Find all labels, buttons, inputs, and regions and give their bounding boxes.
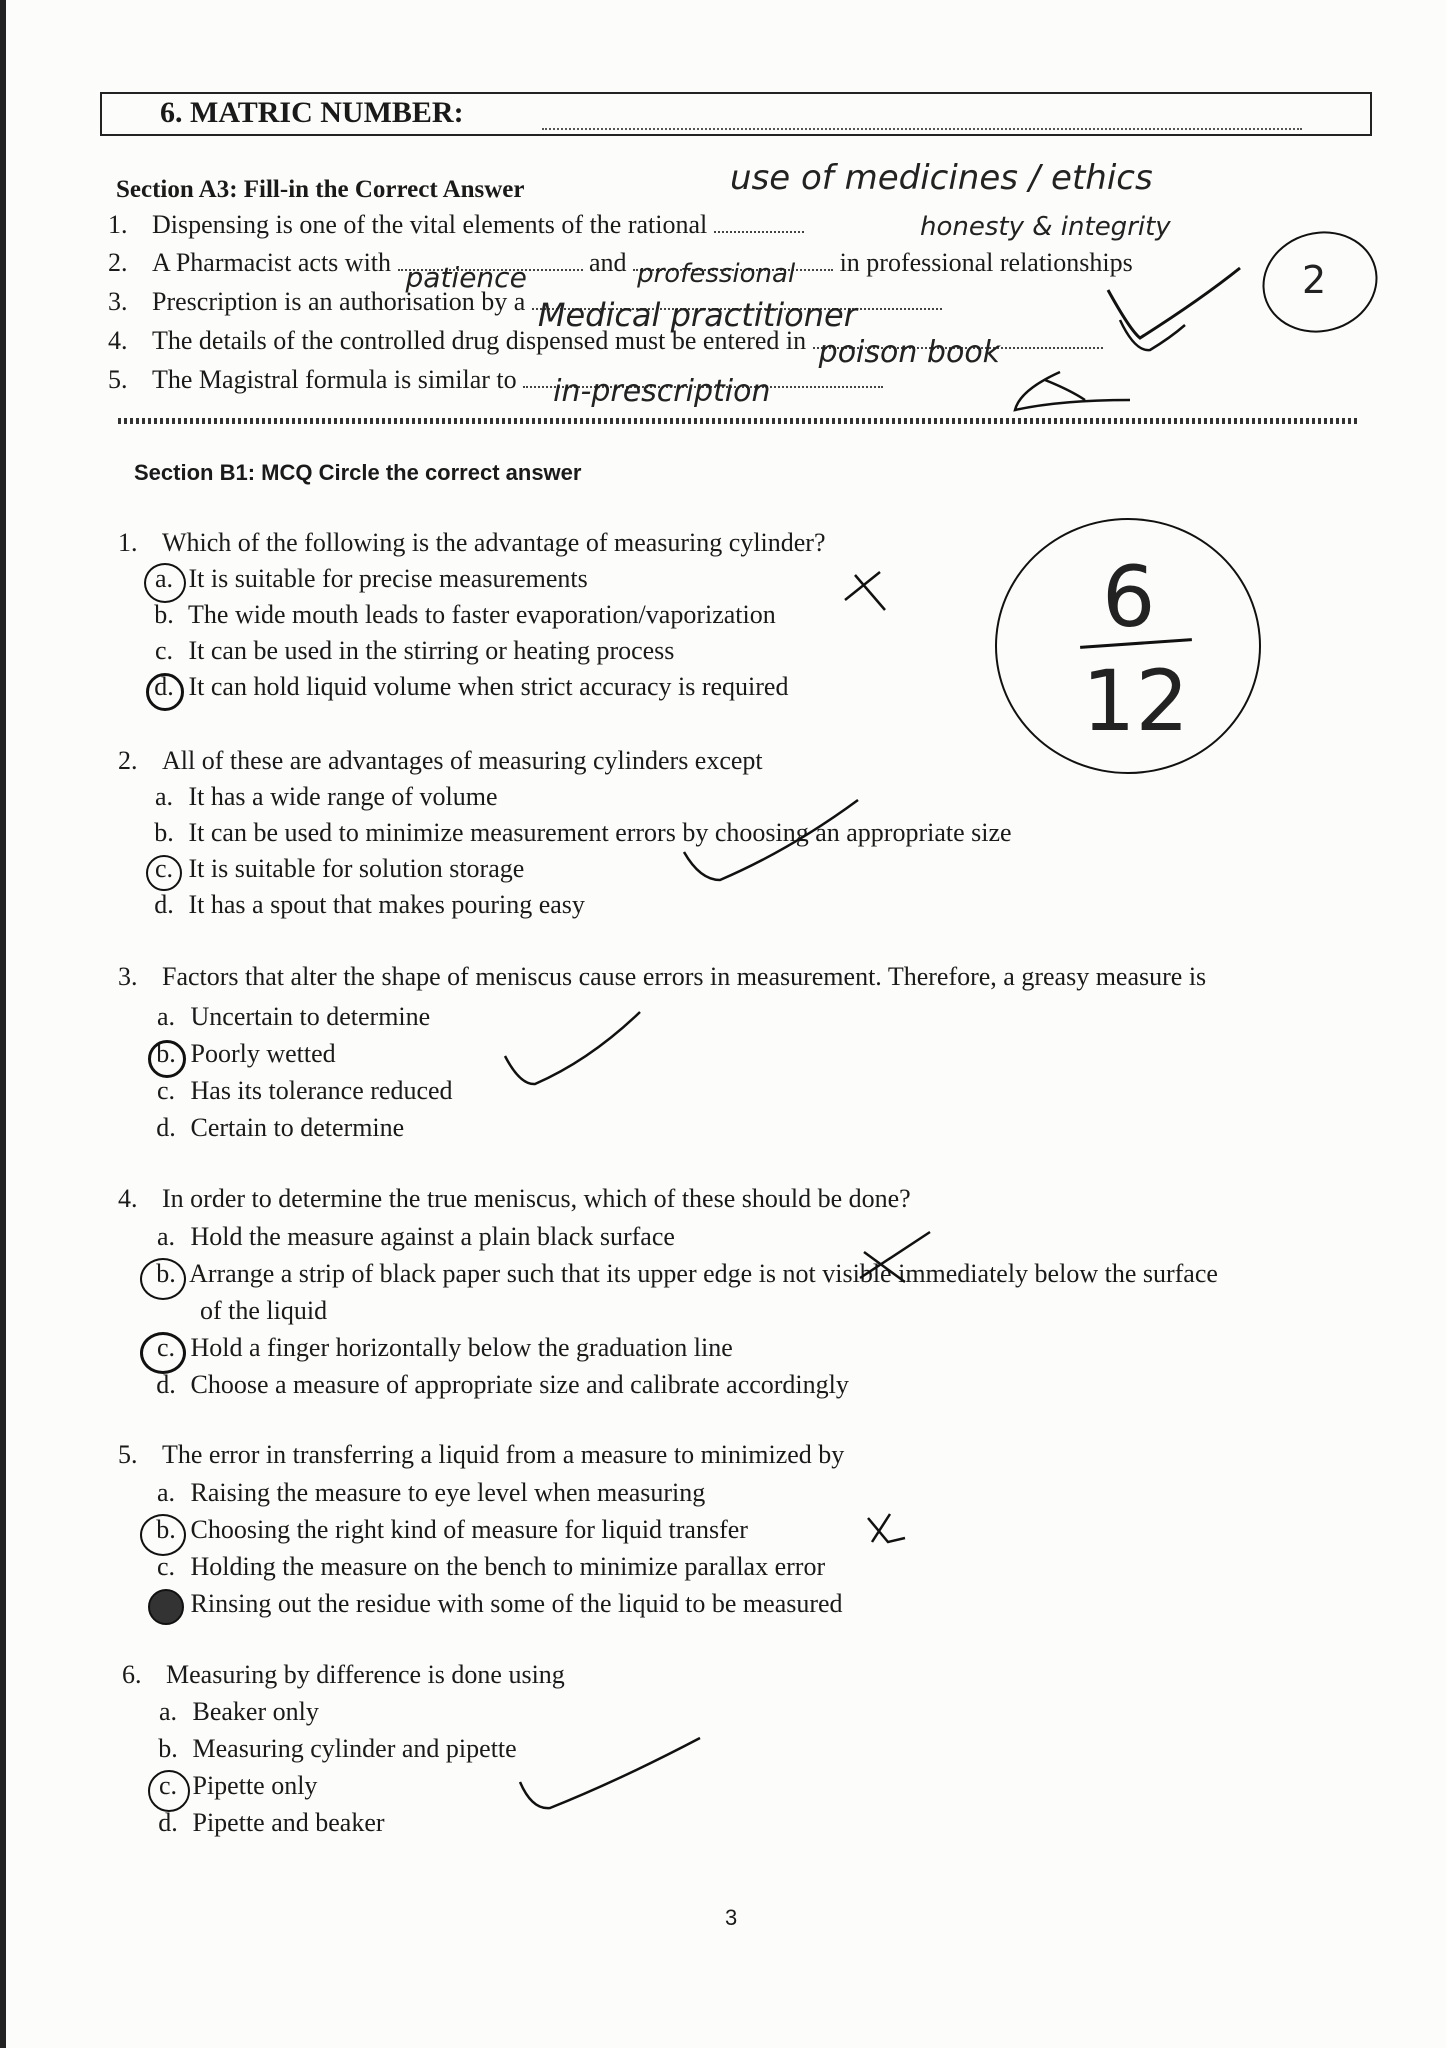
q6-option-d-letter: d. — [158, 1808, 178, 1837]
q5-option-c-letter: c. — [156, 1552, 176, 1581]
question-4-num: 4. — [118, 1184, 138, 1213]
question-6-num: 6. — [122, 1660, 142, 1689]
a3-item-4-answer: poison book — [818, 335, 1001, 370]
q4-option-b-letter: b. — [156, 1259, 176, 1288]
question-3-num: 3. — [118, 962, 138, 991]
a3-item-2-text-a: A Pharmacist acts with — [152, 248, 392, 277]
matric-label: 6. MATRIC NUMBER: — [160, 96, 464, 129]
a3-tick-mark — [1108, 268, 1240, 338]
q6-option-b-letter: b. — [158, 1734, 178, 1763]
q1-option-d-letter: d. — [154, 672, 174, 701]
a3-item-2-text-c: in professional relationships — [839, 248, 1133, 277]
question-3-text: Factors that alter the shape of meniscus cause errors in measurement. Therefore, a greasy measure is — [162, 962, 1207, 991]
q5-option-b-letter: b. — [156, 1515, 176, 1544]
a3-item-5-text: The Magistral formula is similar to — [152, 365, 517, 394]
a3-item-2-answer-c: honesty & integrity — [920, 212, 1171, 242]
q5-option-c-text: Holding the measure on the bench to minimize parallax error — [190, 1552, 826, 1581]
question-1-text: Which of the following is the advantage of measuring cylinder? — [162, 528, 826, 557]
b1-score-num: 6 — [1102, 548, 1156, 646]
q6-tick-mark — [520, 1738, 700, 1808]
q3-option-c-letter: c. — [156, 1076, 176, 1105]
q2-option-b-text: It can be used to minimize measurement errors by choosing an appropriate size — [188, 818, 1012, 847]
q3-option-b-letter: b. — [156, 1039, 176, 1068]
question-6-text: Measuring by difference is done using — [166, 1660, 565, 1689]
q3-tick-mark — [505, 1012, 640, 1084]
q4-option-c-text: Hold a finger horizontally below the graduation line — [190, 1333, 733, 1362]
q1-cross-mark — [845, 572, 885, 610]
a3-item-4-num: 4. — [108, 326, 128, 355]
section-b1-title: Section B1: MCQ Circle the correct answer — [134, 460, 582, 485]
q6-option-a-letter: a. — [158, 1697, 178, 1726]
q6-option-d-text: Pipette and beaker — [192, 1808, 385, 1837]
q5-option-a-letter: a. — [156, 1478, 176, 1507]
q1-option-a-text: It is suitable for precise measurements — [188, 564, 588, 593]
q4-cross-mark — [860, 1232, 930, 1282]
q1-option-c-letter: c. — [154, 636, 174, 665]
q4-option-a-letter: a. — [156, 1222, 176, 1251]
question-5-num: 5. — [118, 1440, 138, 1469]
a3-item-1-answer: use of medicines / ethics — [730, 158, 1153, 198]
a3-item-2-num: 2. — [108, 248, 128, 277]
q2-option-d-text: It has a spout that makes pouring easy — [188, 890, 585, 919]
q3-option-b-text: Poorly wetted — [190, 1039, 336, 1068]
q3-option-a-letter: a. — [156, 1002, 176, 1031]
a3-item-1-text: Dispensing is one of the vital elements of the rational — [152, 210, 708, 239]
b1-score-den: 12 — [1082, 652, 1189, 750]
q4-option-d-letter: d. — [156, 1370, 176, 1399]
q5-cross-mark — [868, 1514, 905, 1542]
q3-option-c-text: Has its tolerance reduced — [190, 1076, 453, 1105]
q1-option-a-letter: a. — [154, 564, 174, 593]
a3-item-2-answer-a: patience — [405, 261, 527, 294]
question-2-num: 2. — [118, 746, 138, 775]
question-5-text: The error in transferring a liquid from a measure to minimized by — [162, 1440, 845, 1469]
q4-option-b-text: Arrange a strip of black paper such that its upper edge is not visible immediately below the surface — [189, 1259, 1218, 1288]
a3-item-3-text: Prescription is an authorisation by a — [152, 287, 526, 316]
a3-item-3-answer: Medical practitioner — [537, 296, 857, 334]
q2-option-c-text: It is suitable for solution storage — [188, 854, 525, 883]
q2-option-a-letter: a. — [154, 782, 174, 811]
a3-item-2-text-b: and — [589, 248, 627, 277]
q5-option-b-text: Choosing the right kind of measure for liquid transfer — [190, 1515, 748, 1544]
a3-item-5-answer: in-prescription — [553, 374, 771, 409]
q3-option-d-letter: d. — [156, 1113, 176, 1142]
q4-option-c-letter: c. — [156, 1333, 176, 1362]
q4-option-b-continued: of the liquid — [200, 1296, 328, 1325]
question-4-text: In order to determine the true meniscus, which of these should be done? — [162, 1184, 911, 1213]
q3-option-d-text: Certain to determine — [190, 1113, 405, 1142]
question-2-text: All of these are advantages of measuring cylinders except — [162, 746, 763, 775]
a3-item-5-num: 5. — [108, 365, 128, 394]
a3-score: 2 — [1302, 258, 1327, 302]
q3-option-a-text: Uncertain to determine — [190, 1002, 431, 1031]
q2-option-a-text: It has a wide range of volume — [188, 782, 498, 811]
q4-option-a-text: Hold the measure against a plain black surface — [190, 1222, 675, 1251]
q5-option-a-text: Raising the measure to eye level when measuring — [190, 1478, 706, 1507]
a3-item-5-cross — [1015, 372, 1130, 410]
a3-item-4-text: The details of the controlled drug dispensed must be entered in — [152, 326, 807, 355]
q6-option-c-text: Pipette only — [192, 1771, 318, 1800]
q5-option-d-text: Rinsing out the residue with some of the liquid to be measured — [190, 1589, 843, 1618]
q1-option-b-letter: b. — [154, 600, 174, 629]
question-1-num: 1. — [118, 528, 138, 557]
q4-option-d-text: Choose a measure of appropriate size and calibrate accordingly — [190, 1370, 849, 1399]
q1-option-d-text: It can hold liquid volume when strict accuracy is required — [188, 672, 789, 701]
q2-option-b-letter: b. — [154, 818, 174, 847]
q2-tick-mark — [684, 800, 858, 880]
a3-item-2-answer-b: professional — [637, 259, 796, 289]
a3-item-1-num: 1. — [108, 210, 128, 239]
q2-option-c-letter: c. — [154, 854, 174, 883]
q6-option-c-letter: c. — [158, 1771, 178, 1800]
q2-option-d-letter: d. — [154, 890, 174, 919]
page-number: 3 — [725, 1905, 738, 1930]
a3-item-3-num: 3. — [108, 287, 128, 316]
section-a3-title: Section A3: Fill-in the Correct Answer — [116, 176, 525, 203]
q6-option-b-text: Measuring cylinder and pipette — [192, 1734, 517, 1763]
q1-option-b-text: The wide mouth leads to faster evaporation/vaporization — [188, 600, 776, 629]
q1-option-c-text: It can be used in the stirring or heating process — [188, 636, 675, 665]
q6-option-a-text: Beaker only — [192, 1697, 319, 1726]
